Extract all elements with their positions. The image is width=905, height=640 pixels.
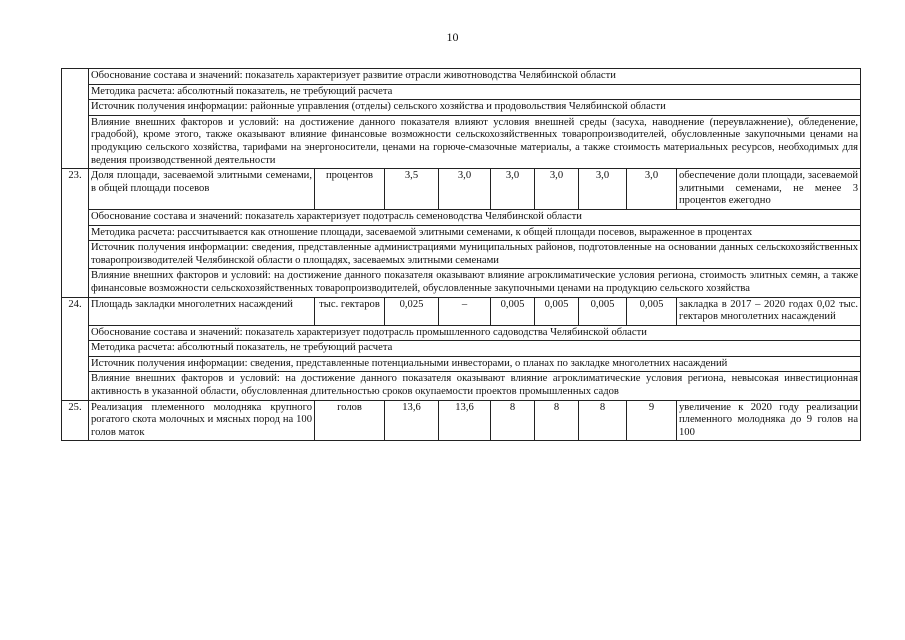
- value-cell: 0,005: [535, 297, 579, 325]
- source-cell: Источник получения информации: сведения, представленные администрациями муниципальных районов, подготовленные на основании данных сельскохозяйственных товаропроизводителей Челябинской области о площадях, засеваемых элитными семенами: [89, 241, 861, 269]
- target-cell: закладка в 2017 – 2020 годах 0,02 тыс. гектаров многолетних насаждений: [677, 297, 861, 325]
- table-row: [62, 209, 861, 225]
- value-cell: 3,0: [579, 169, 627, 210]
- table-row: [62, 297, 861, 325]
- value-cell: 3,0: [491, 169, 535, 210]
- table-row: [62, 372, 861, 400]
- indicator-unit: процентов: [315, 169, 385, 210]
- table-row: [62, 225, 861, 241]
- basis-cell: Обоснование состава и значений: показатель характеризует подотрасль семеноводства Челябинской области: [89, 209, 861, 225]
- indicator-unit: голов: [315, 400, 385, 441]
- factors-cell: Влияние внешних факторов и условий: на достижение данного показателя оказывают влияние агроклиматические условия региона, стоимость элитных семян, а также финансовые возможности сельскохозяйственных товаропроизводителей, обусловленные закупочными ценами на продукцию сельского хозяйства: [89, 269, 861, 297]
- factors-cell: Влияние внешних факторов и условий: на достижение данного показателя влияют условия внешней среды (засуха, наводнение (переувлажнение), обледенение, градобой), кроме этого, также оказывают влияние финансовые возможности сельскохозяйственных товаропроизводителей, обусловленные закупочными ценами на продукцию сельского хозяйства, тарифами на энергоносители, ценами на горюче-смазочные материалы, а также стоимость материальных ресурсов, необходимых для ведения производственной деятельности: [89, 115, 861, 168]
- value-cell: 8: [535, 400, 579, 441]
- table-row: [62, 269, 861, 297]
- value-cell: 13,6: [439, 400, 491, 441]
- value-cell: 3,0: [439, 169, 491, 210]
- indicator-name: Реализация племенного молодняка крупного рогатого скота молочных и мясных пород на 100 голов маток: [89, 400, 315, 441]
- table-row: [62, 241, 861, 269]
- table-row: [62, 115, 861, 168]
- value-cell: 0,005: [491, 297, 535, 325]
- indicator-name: Площадь закладки многолетних насаждений: [89, 297, 315, 325]
- table-row: [62, 69, 861, 85]
- value-cell: 3,0: [627, 169, 677, 210]
- value-cell: 0,005: [627, 297, 677, 325]
- method-cell: Методика расчета: абсолютный показатель, не требующий расчета: [89, 341, 861, 357]
- indicator-unit: тыс. гектаров: [315, 297, 385, 325]
- factors-cell: Влияние внешних факторов и условий: на достижение данного показателя оказывают влияние агроклиматические условия региона, невысокая инвестиционная активность в указанной области, обусловленная длительностью сроков окупаемости проектов промышленных садов: [89, 372, 861, 400]
- target-cell: увеличение к 2020 году реализации племенного молодняка до 9 голов на 100: [677, 400, 861, 441]
- basis-cell: Обоснование состава и значений: показатель характеризует подотрасль промышленного садоводства Челябинской области: [89, 325, 861, 341]
- value-cell: 13,6: [385, 400, 439, 441]
- table-row: [62, 84, 861, 100]
- value-cell: 0,005: [579, 297, 627, 325]
- table-row: [62, 169, 861, 210]
- table-row: [62, 400, 861, 441]
- value-cell: 0,025: [385, 297, 439, 325]
- value-cell: 8: [491, 400, 535, 441]
- basis-cell: Обоснование состава и значений: показатель характеризует развитие отрасли животноводства Челябинской области: [89, 69, 861, 85]
- item-number: 23.: [62, 169, 89, 297]
- value-cell: –: [439, 297, 491, 325]
- table-row: [62, 325, 861, 341]
- table-row: [62, 100, 861, 116]
- table-row: [62, 356, 861, 372]
- num-cell: [62, 69, 89, 169]
- item-number: 24.: [62, 297, 89, 400]
- method-cell: Методика расчета: абсолютный показатель, не требующий расчета: [89, 84, 861, 100]
- indicator-name: Доля площади, засеваемой элитными семенами, в общей площади посевов: [89, 169, 315, 210]
- value-cell: 3,0: [535, 169, 579, 210]
- value-cell: 9: [627, 400, 677, 441]
- indicators-table: [61, 68, 861, 441]
- source-cell: Источник получения информации: сведения, представленные потенциальными инвесторами, о планах по закладке многолетних насаждений: [89, 356, 861, 372]
- target-cell: обеспечение доли площади, засеваемой элитными семенами, не менее 3 процентов ежегодно: [677, 169, 861, 210]
- value-cell: 8: [579, 400, 627, 441]
- method-cell: Методика расчета: рассчитывается как отношение площади, засеваемой элитными семенами, к общей площади посевов, выраженное в процентах: [89, 225, 861, 241]
- source-cell: Источник получения информации: районные управления (отделы) сельского хозяйства и продовольствия Челябинской области: [89, 100, 861, 116]
- table-row: [62, 341, 861, 357]
- item-number: 25.: [62, 400, 89, 441]
- page-number: 10: [446, 30, 459, 44]
- value-cell: 3,5: [385, 169, 439, 210]
